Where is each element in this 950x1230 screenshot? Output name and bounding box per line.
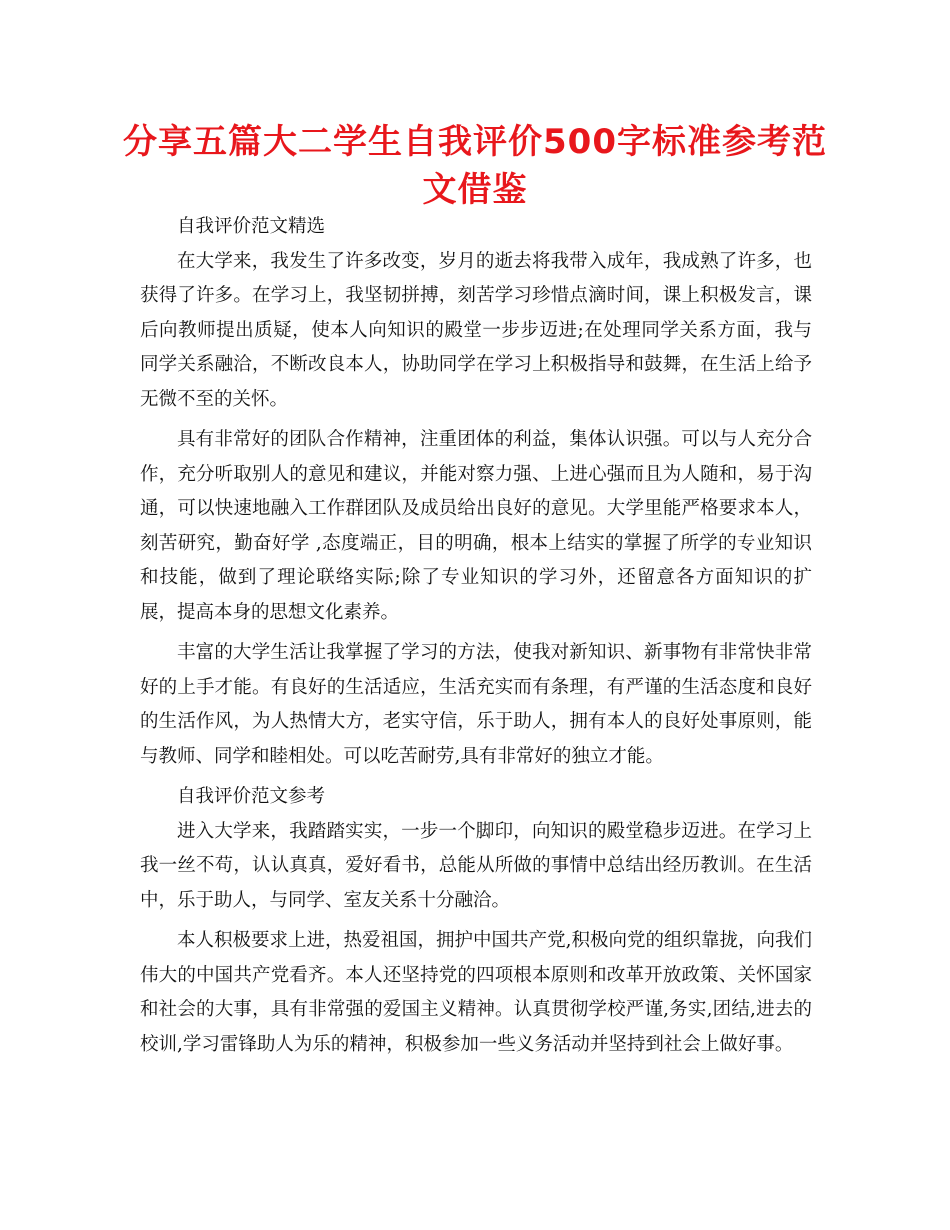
section-heading-featured: 自我评价范文精选 xyxy=(177,216,326,237)
document-title: 分享五篇大二学生自我评价500字标准参考范文借鉴 xyxy=(123,122,827,210)
document-body xyxy=(140,210,812,1068)
paragraph-5: 本人积极要求上进，热爱祖国，拥护中国共产党,积极向党的组织靠拢，向我们伟大的中国共产党看齐。本人还坚持党的四项根本原则和改革开放政策、关怀国家和社会的大事，具有非常强的爱国主义精神。认真贯彻学校严谨,务实,团结,进去的校训,学习雷锋助人为乐的精神，积极参加一些义务活动并坚持到社会上做好事。 xyxy=(140,930,812,1055)
paragraph-2: 具有非常好的团队合作精神，注重团体的利益，集体认识强。可以与人充分合作，充分听取别人的意见和建议，并能对察力强、上进心强而且为人随和，易于沟通，可以快速地融入工作群团队及成员给出良好的意见。大学里能严格要求本人，刻苦研究，勤奋好学 ,态度端正，目的明确，根本上结实的掌握了所学的专业知识和技能，做到了理论联络实际;除了专业知识的学习外，还留意各方面知识的扩展，提高本身的思想文化素养。 xyxy=(140,429,812,623)
paragraph-4: 进入大学来，我踏踏实实，一步一个脚印，向知识的殿堂稳步迈进。在学习上我一丝不苟，认认真真，爱好看书，总能从所做的事情中总结出经历教训。在生活中，乐于助人，与同学、室友关系十分融洽。 xyxy=(140,820,812,911)
section-heading-reference: 自我评价范文参考 xyxy=(177,786,326,807)
paragraph-3: 丰富的大学生活让我掌握了学习的方法，使我对新知识、新事物有非常快非常好的上手才能。有良好的生活适应，生活充实而有条理，有严谨的生活态度和良好的生活作风，为人热情大方，老实守信，乐于助人，拥有本人的良好处事原则，能与教师、同学和睦相处。可以吃苦耐劳,具有非常好的独立才能。 xyxy=(140,642,812,767)
paragraph-1: 在大学来，我发生了许多改变，岁月的逝去将我带入成年，我成熟了许多，也获得了许多。在学习上，我坚韧拼搏，刻苦学习珍惜点滴时间，课上积极发言，课后向教师提出质疑，使本人向知识的殿堂一步步迈进;在处理同学关系方面，我与同学关系融洽，不断改良本人，协助同学在学习上积极指导和鼓舞，在生活上给予无微不至的关怀。 xyxy=(140,250,812,410)
